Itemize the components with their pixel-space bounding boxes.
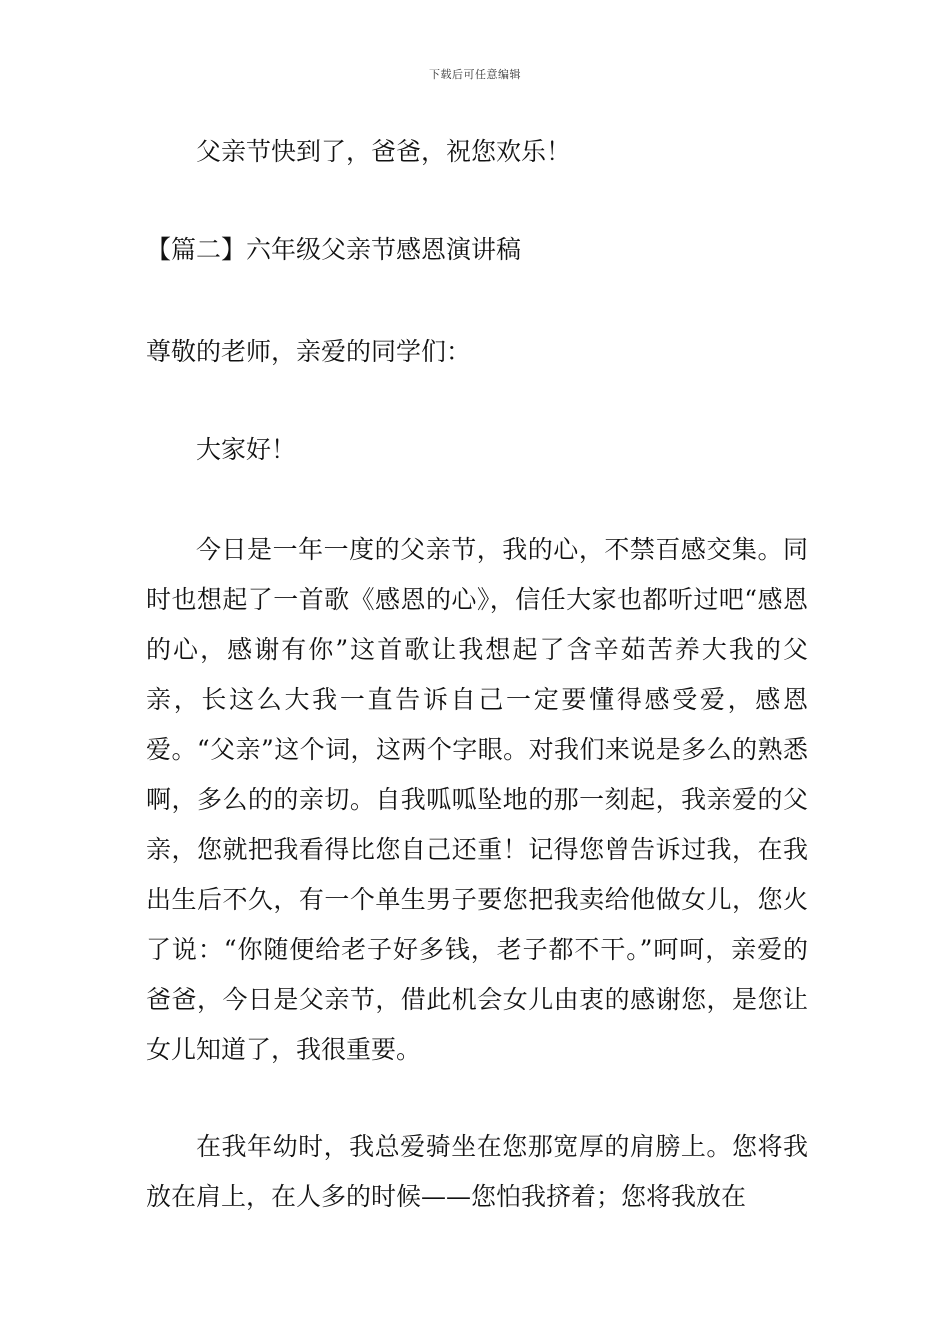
salutation: 尊敬的老师，亲爱的同学们： [146, 337, 472, 366]
section-heading: 【篇二】六年级父亲节感恩演讲稿 [146, 235, 522, 264]
paragraph-closing-wish: 父亲节快到了，爸爸，祝您欢乐！ [196, 137, 572, 166]
paragraph-body-2: 在我年幼时，我总爱骑坐在您那宽厚的肩膀上。您将我放在肩上，在人多的时候——您怕我挤着；您将我放在 [146, 1132, 808, 1211]
paragraph-body-1: 今日是一年一度的父亲节，我的心，不禁百感交集。同时也想起了一首歌《感恩的心》，信任大家也都听过吧“感恩的心，感谢有你”这首歌让我想起了含辛茹苦养大我的父亲，长这么大我一直告诉自己一定要懂得感受爱，感恩爱。“父亲”这个词，这两个字眼。对我们来说是多么的熟悉啊，多么的的亲切。自我呱呱坠地的那一刻起，我亲爱的父亲，您就把我看得比您自己还重！记得您曾告诉过我，在我出生后不久，有一个单生男子要您把我卖给他做女儿，您火了说：“你随便给老子好多钱，老子都不干。”呵呵，亲爱的爸爸，今日是父亲节，借此机会女儿由衷的感谢您，是您让女儿知道了，我很重要。 [146, 535, 808, 1064]
header-note: 下载后可任意编辑 [429, 68, 521, 81]
greeting: 大家好！ [196, 435, 297, 464]
